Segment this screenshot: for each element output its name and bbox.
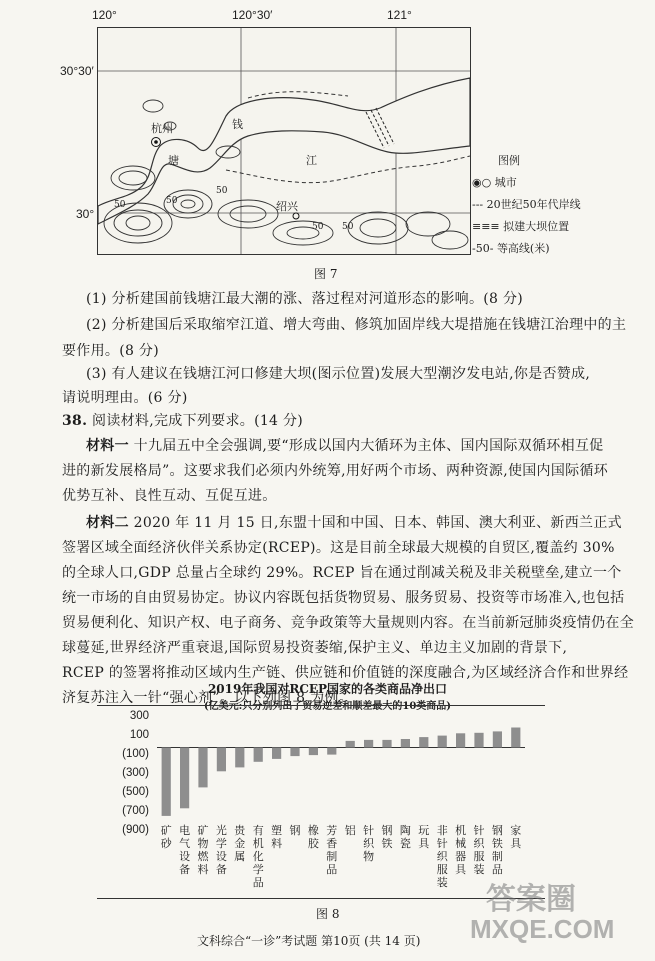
- bar-16: [456, 733, 465, 747]
- question-38-text: 阅读材料,完成下列要求。(14 分): [92, 413, 304, 429]
- bar-19: [511, 728, 520, 748]
- watermark-logo: 答案圈: [486, 883, 576, 916]
- bar-13: [401, 739, 410, 748]
- contour-label: 50: [166, 196, 178, 206]
- dam-symbol-icon: ≡≡≡: [472, 220, 500, 233]
- y-tick-label: (500): [122, 786, 149, 798]
- category-label: 非针织服装: [436, 824, 448, 889]
- 1950s-shoreline-north: [248, 92, 348, 98]
- question-38-number: 38.: [62, 413, 88, 429]
- category-label: 光学设备: [215, 824, 227, 876]
- material-1-label: 材料一: [86, 438, 129, 454]
- bar-3: [217, 748, 226, 772]
- lon-label-120-30: 120°30′: [232, 8, 273, 22]
- category-label: 有机化学品: [252, 824, 264, 889]
- lon-label-121: 121°: [387, 8, 412, 22]
- category-label: 塑料: [271, 824, 283, 850]
- material-1-line2: 进的新发展格局”。这要求我们必须内外统筹,用好两个市场、两种资源,使国内国际循环: [62, 463, 609, 479]
- bar-15: [438, 736, 447, 748]
- material-2-line2: 签署区域全面经济伙伴关系协定(RCEP)。这是目前全球最大规模的自贸区,覆盖约 30%: [62, 540, 615, 556]
- y-tick-label: 300: [129, 710, 149, 722]
- qiantang-river-map: [97, 27, 471, 255]
- map-label-qian: 钱: [232, 118, 243, 131]
- material-1-line3: 优势互补、良性互动、互促互进。: [62, 488, 277, 504]
- legend-title: 图例: [498, 154, 520, 167]
- material-2-line8: 济复苏注入一针“强心剂”。以下列图 8 为例。: [62, 690, 354, 706]
- legend-item-shoreline: --- 20世纪50年代岸线: [472, 198, 581, 211]
- bar-12: [382, 740, 391, 748]
- bar-7: [290, 748, 299, 757]
- category-label: 针织物: [363, 824, 375, 863]
- category-label: 贵金属: [234, 824, 246, 863]
- material-2-line1: 材料二 2020 年 11 月 15 日,东盟十国和中国、日本、韩国、澳大利亚、新西兰正式: [86, 515, 622, 531]
- watermark-url: MXQE.COM: [470, 914, 615, 944]
- question-2-line2: 要作用。(8 分): [62, 343, 159, 359]
- map-drawing: [98, 28, 470, 254]
- question-3-line2: 请说明理由。(6 分): [62, 390, 188, 406]
- question-1: (1) 分析建国前钱塘江最大潮的涨、落过程对河道形态的影响。(8 分): [86, 291, 524, 307]
- contour-label: 50: [216, 186, 228, 196]
- map-label-tang: 塘: [168, 154, 179, 167]
- y-tick-label: (300): [122, 767, 149, 779]
- bar-6: [272, 748, 281, 759]
- material-1-line1: 材料一 十九届五中全会强调,要“形成以国内大循环为主体、国内国际双循环相互促: [86, 438, 604, 454]
- dashed-line-icon: ---: [472, 198, 484, 211]
- contour-label: 50: [312, 222, 324, 232]
- contour-label: 50: [114, 200, 126, 210]
- bar-5: [254, 748, 263, 762]
- category-label: 玩具: [418, 824, 430, 850]
- question-2-line1: (2) 分析建国后采取缩窄江道、增大弯曲、修筑加固岸线大堤措施在钱塘江治理中的主: [86, 317, 627, 333]
- bar-2: [198, 748, 207, 788]
- legend-item-dam: ≡≡≡ 拟建大坝位置: [472, 220, 570, 233]
- material-2-line6: 球蔓延,世界经济严重衰退,国际贸易投资萎缩,保护主义、单边主义加剧的背景下,: [62, 640, 568, 656]
- y-tick-label: (900): [122, 824, 149, 836]
- bar-1: [180, 748, 189, 809]
- bar-14: [419, 737, 428, 747]
- category-label: 铝: [344, 824, 356, 837]
- category-label: 橡胶: [307, 824, 319, 850]
- city-symbol-icon: ◉○: [472, 176, 492, 189]
- chart-title: 2019年我国对RCEP国家的各类商品净出口: [207, 682, 448, 696]
- legend-item-contour: -50- 等高线(米): [472, 242, 550, 255]
- legend-item-city: ◉○ 城市: [472, 176, 517, 189]
- material-2-line3: 的全球人口,GDP 总量占全球约 29%。RCEP 旨在通过削减关税及非关税壁垒,建立一个: [62, 565, 622, 581]
- bar-11: [364, 740, 373, 748]
- material-2-line4: 统一市场的自由贸易协定。协议内容既包括货物贸易、服务贸易、投资等市场准入,也包括: [62, 590, 625, 606]
- bar-4: [235, 748, 244, 768]
- category-label: 家具: [510, 824, 522, 850]
- category-label: 陶瓷: [399, 824, 411, 850]
- category-label: 钢铁制品: [491, 824, 503, 876]
- question-38: [62, 408, 303, 434]
- bar-0: [162, 748, 171, 816]
- 1950s-shoreline: [226, 156, 470, 183]
- category-label: 机械器具: [455, 824, 467, 876]
- material-2-line5: 贸易便利化、知识产权、电子商务、竞争政策等大量规则内容。在当前新冠肺炎疫情仍在全: [62, 615, 634, 631]
- bar-17: [474, 733, 483, 748]
- bar-18: [493, 731, 502, 747]
- map-label-shaoxing: 绍兴: [276, 200, 298, 213]
- category-label: 电气设备: [179, 824, 191, 876]
- y-tick-label: 100: [129, 729, 149, 741]
- question-3-line1: (3) 有人建议在钱塘江河口修建大坝(图示位置)发展大型潮汐发电站,你是否赞成,: [86, 366, 591, 382]
- category-label: 矿物燃料: [197, 824, 209, 876]
- y-tick-label: (100): [122, 748, 149, 760]
- category-label: 矿砂: [160, 824, 172, 850]
- contour-label: 50: [342, 222, 354, 232]
- bar-9: [327, 748, 336, 755]
- figure-7-caption: 图 7: [314, 267, 338, 281]
- chart-subtitle: (亿美元:只分别列出了贸易逆差和顺差最大的10类商品): [203, 701, 452, 712]
- figure-8-caption: 图 8: [316, 907, 340, 921]
- category-label: 钢铁: [381, 824, 393, 850]
- category-label: 钢: [289, 824, 301, 837]
- y-tick-label: (700): [122, 805, 149, 817]
- lat-label-30-30: 30°30′: [60, 64, 94, 78]
- contour-symbol-icon: -50-: [472, 242, 494, 255]
- map-label-hangzhou: 杭州: [151, 122, 173, 135]
- page-footer: 文科综合“一诊”考试题 第10页 (共 14 页): [197, 934, 421, 948]
- material-2-line7: RCEP 的签署将推动区域内生产链、供应链和价值链的深度融合,为区域经济合作和世界经: [62, 665, 629, 681]
- bar-10: [346, 741, 355, 748]
- lon-label-120: 120°: [92, 8, 117, 22]
- bar-8: [309, 748, 318, 756]
- material-2-label: 材料二: [86, 515, 129, 531]
- category-label: 针织服装: [473, 824, 485, 876]
- map-label-jiang: 江: [306, 154, 317, 167]
- lat-label-30: 30°: [76, 207, 95, 221]
- category-label: 芳香制品: [326, 824, 338, 876]
